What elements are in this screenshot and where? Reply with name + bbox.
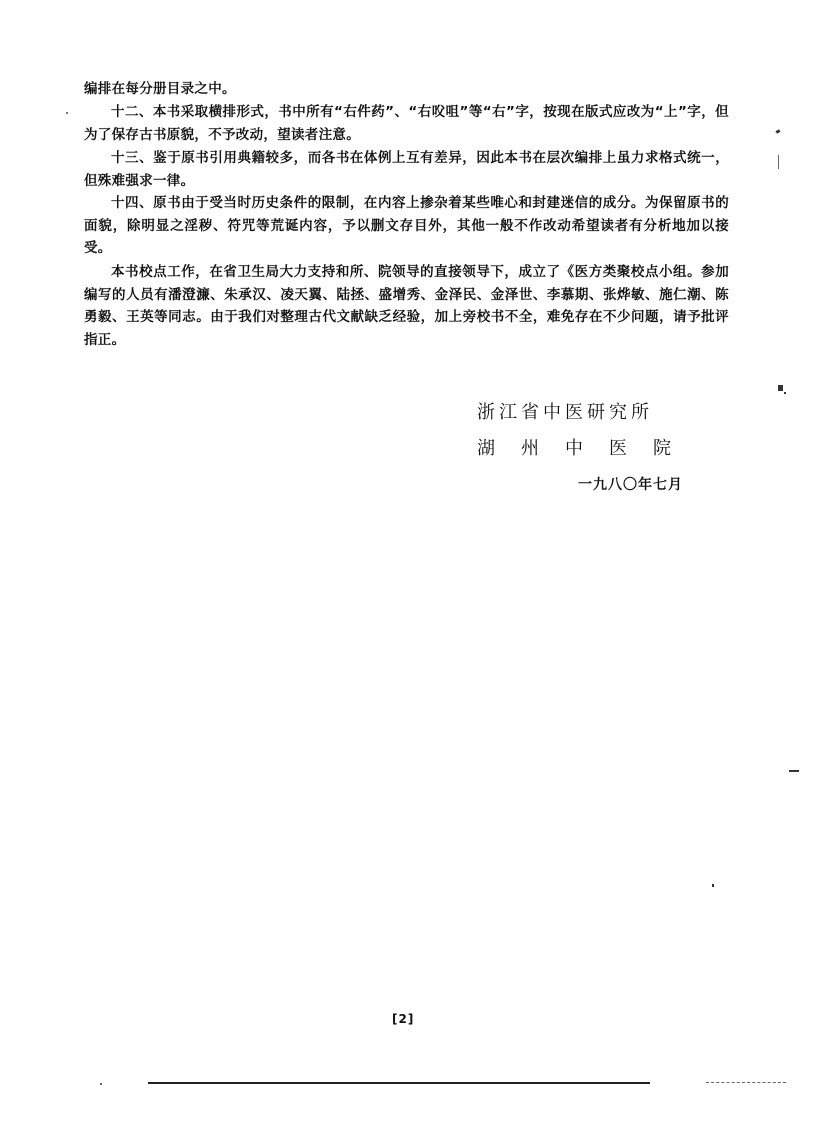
scan-speck	[789, 770, 799, 772]
bottom-rule	[148, 1082, 650, 1084]
signature-hospital-char: 中	[565, 438, 583, 459]
signature-hospital-char: 院	[653, 438, 671, 459]
signature-hospital-char: 湖	[477, 438, 495, 459]
scan-speck	[784, 392, 786, 394]
paragraph-item-12: 十二、本书采取横排形式，书中所有“右件药”、“右㕮咀”等“右”字，按现在版式应改为“上”字，但为了保存古书原貌，不予改动，望读者注意。	[84, 104, 729, 143]
signature-hospital-char: 州	[521, 438, 539, 459]
signature-date: 一九八〇年七月	[578, 477, 683, 493]
signature-institute: 浙江省中医研究所	[477, 402, 653, 423]
page-number: [2]	[392, 1012, 415, 1026]
signature-hospital-char: 医	[609, 438, 627, 459]
scan-speck	[66, 112, 68, 114]
paragraph-item-14: 十四、原书由于受当时历史条件的限制，在内容上掺杂着某些唯心和封建迷信的成分。为保留原书的面貌，除明显之淫秽、符咒等荒诞内容，予以删文存目外，其他一般不作改动希望读者有分析地加以接受。	[84, 195, 729, 256]
signature-hospital	[477, 434, 697, 460]
scan-speck	[712, 884, 714, 887]
paragraph-item-13: 十三、鉴于原书引用典籍较多，而各书在体例上互有差异，因此本书在层次编排上虽力求格式统一，但殊难强求一律。	[84, 150, 729, 189]
paragraph-continued: 编排在每分册目录之中。	[84, 81, 236, 97]
scan-speck	[100, 1083, 102, 1085]
paragraph-acknowledgement: 本书校点工作，在省卫生局大力支持和所、院领导的直接领导下，成立了《医方类聚校点小组。参加编写的人员有潘澄濂、朱承汉、凌天翼、陆拯、盛增秀、金泽民、金泽世、李慕期、张烨敏、施仁潮、陈勇毅、王英等同志。由于我们对整理古代文献缺乏经验，加上旁校书不全，难免存在不少问题，请予批评指正。	[84, 264, 729, 348]
scan-speck	[778, 385, 783, 391]
scan-speck	[776, 129, 781, 134]
scan-speck	[778, 155, 779, 169]
bottom-rule-fragment	[706, 1082, 786, 1083]
